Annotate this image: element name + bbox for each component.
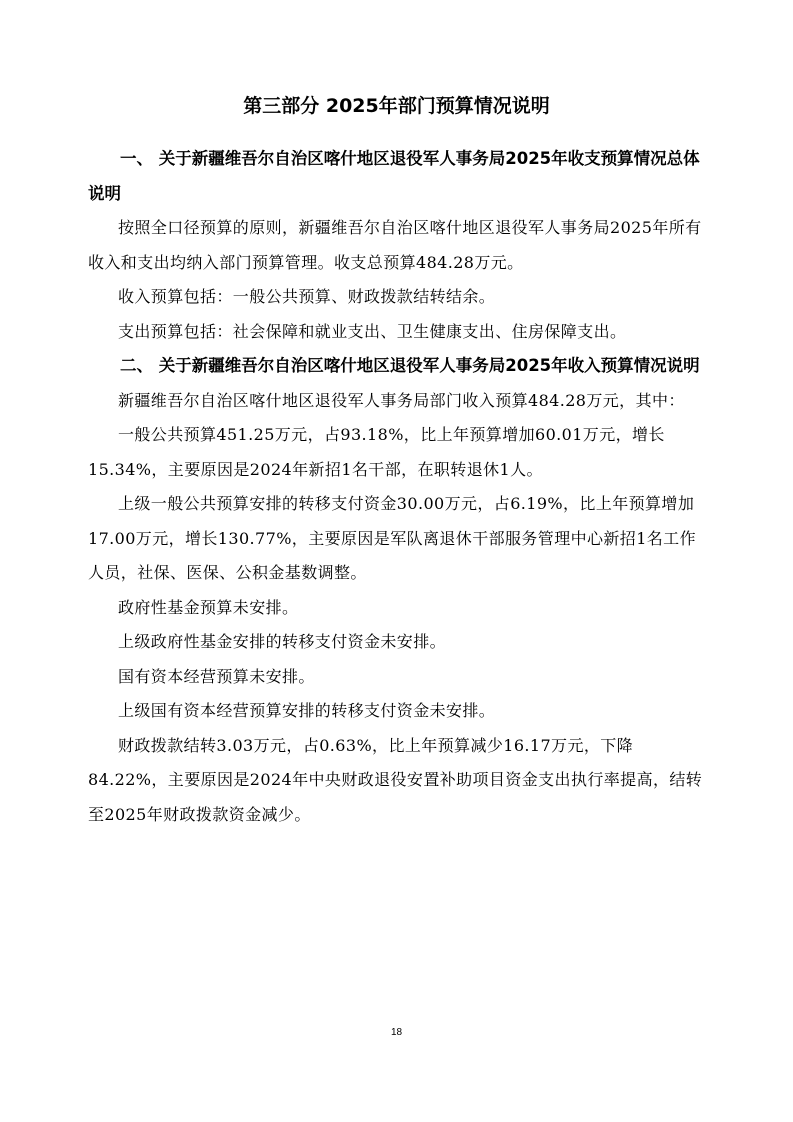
text-run: 财政拨款结转3.03万元，占0.63%，比上年预算减少16.17万元，下降84.22%，主要原因是2024年 [88,735,634,789]
section-income [88,349,708,832]
paragraph: 上级国有资本经营预算安排的转移支付资金未安排。 [118,701,496,720]
paragraph: 收入预算包括：一般公共预算、财政拨款结转结余。 [118,287,496,306]
paragraph-carryover [88,729,708,833]
page-number: 18 [390,1027,403,1038]
paragraph: 按照全口径预算的原则，新疆维吾尔自治区喀什地区退役军人事务局2025年所有收入和支出均纳入部门预算管理。收支总预算484.28万元。 [88,218,702,272]
page-title: 第三部分 2025年部门预算情况说明 [243,95,550,117]
document-body [88,142,708,832]
text-run: 中央财政退役安置补助 [308,770,473,789]
section-heading: 一、 关于新疆维吾尔自治区喀什地区退役军人事务局2025年收支预算情况总体说明 [88,149,700,203]
paragraph: 一般公共预算451.25万元，占93.18%，比上年预算增加60.01万元，增长15.34%，主要原因是2024年新招1名干部，在职转退休1人。 [88,425,665,479]
paragraph: 上级一般公共预算安排的转移支付资金30.00万元，占6.19%，比上年预算增加17.00万元，增长130.77%，主要原因是军队离退休干部服务管理中心新招1名工作人员，社保、医保、公积金基数调整。 [88,494,696,582]
paragraph: 支出预算包括：社会保障和就业支出、卫生健康支出、住房保障支出。 [118,321,627,341]
section-heading: 二、 关于新疆维吾尔自治区喀什地区退役军人事务局2025年收入预算情况说明 [120,356,700,375]
section-overview [88,142,708,349]
text-run: 项目资金支出执行 [472,770,604,789]
text-run: 高，结转至2025年财政拨款资金减少。 [88,770,703,824]
text-run: 率提 [603,770,637,789]
paragraph: 新疆维吾尔自治区喀什地区退役军人事务局部门收入预算484.28万元，其中： [118,390,685,410]
paragraph: 国有资本经营预算未安排。 [118,666,315,686]
paragraph: 上级政府性基金安排的转移支付资金未安排。 [118,632,447,651]
paragraph: 政府性基金预算未安排。 [118,597,299,617]
